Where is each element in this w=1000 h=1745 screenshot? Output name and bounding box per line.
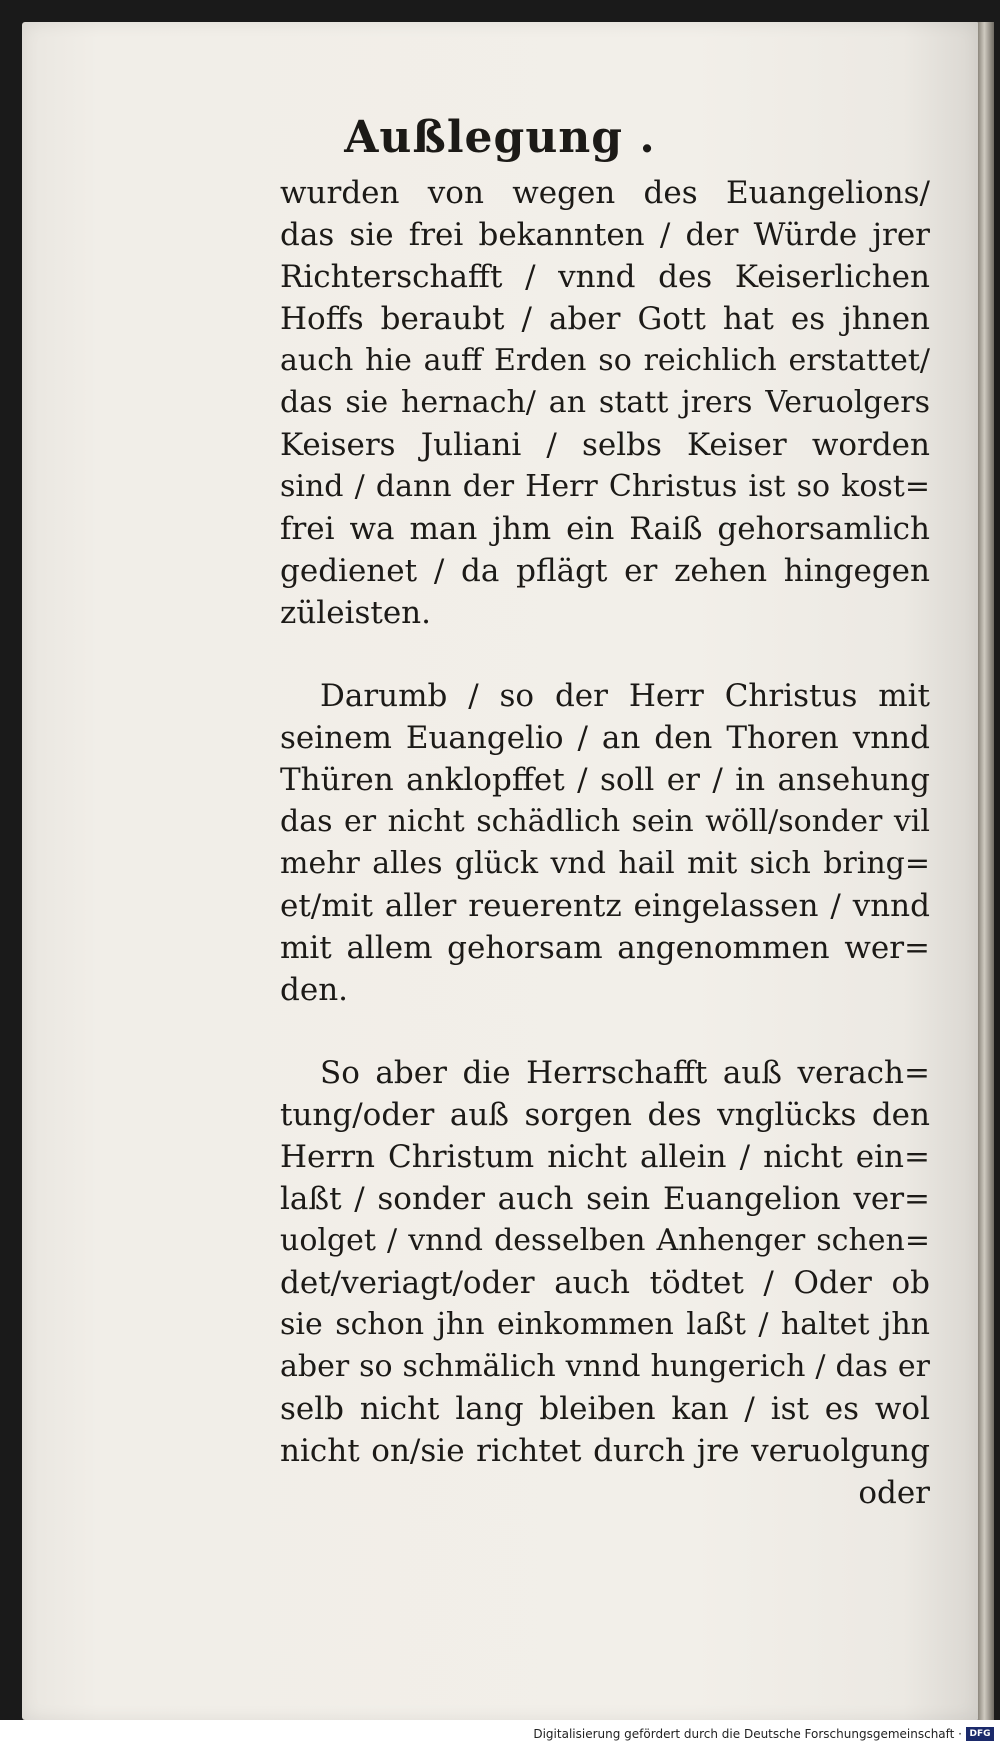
text-line: Keisers Juliani / selbs Keiser worden: [280, 427, 930, 463]
text-line: laßt / sonder auch sein Euangelion ver=: [280, 1181, 930, 1217]
page-header: Außlegung .: [344, 112, 656, 163]
text-line: auch hie auff Erden so reichlich erstattet/: [280, 343, 930, 378]
dfg-logo: DFG: [966, 1727, 994, 1741]
text-line: Darumb / so der Herr Christus mit: [320, 678, 930, 714]
text-line: mehr alles glück vnd hail mit sich bring=: [280, 846, 930, 881]
text-line: sie schon jhn einkommen laßt / haltet jhn: [280, 1307, 930, 1342]
text-line: Herrn Christum nicht allein / nicht ein=: [280, 1139, 930, 1175]
text-line: selb nicht lang bleiben kan / ist es wol: [280, 1391, 930, 1427]
text-line: sind / dann der Herr Christus ist so kost=: [280, 469, 930, 504]
text-line: aber so schmälich vnnd hungerich / das er: [280, 1349, 930, 1384]
body-text: [280, 172, 930, 1514]
text-line: det/veriagt/oder auch tödtet / Oder ob: [280, 1265, 930, 1301]
text-line: Hoffs beraubt / aber Gott hat es jhnen: [280, 301, 930, 337]
text-line: züleisten.: [280, 595, 432, 631]
text-line: uolget / vnnd desselben Anhenger schen=: [280, 1223, 930, 1258]
catchword: oder: [858, 1475, 930, 1511]
text-line: das sie frei bekannten / der Würde jrer: [280, 217, 930, 253]
page-edge: [978, 22, 994, 1720]
text-line: So aber die Herrschafft auß verach=: [320, 1055, 930, 1091]
text-line: den.: [280, 972, 349, 1008]
paragraph-gap: [280, 1011, 930, 1052]
text-line: nicht on/sie richtet durch jre veruolgung: [280, 1433, 930, 1469]
paragraph-2: [280, 675, 930, 1011]
paragraph-3: [280, 1052, 930, 1472]
text-line: das er nicht schädlich sein wöll/sonder vil: [280, 804, 930, 839]
paragraph-gap: [280, 634, 930, 675]
text-line: wurden von wegen des Euangelions/: [280, 175, 930, 211]
text-line: Richterschafft / vnnd des Keiserlichen: [280, 259, 930, 295]
text-line: mit allem gehorsam angenommen wer=: [280, 930, 930, 966]
text-line: tung/oder auß sorgen des vnglücks den: [280, 1097, 930, 1133]
text-line: Thüren anklopffet / soll er / in ansehung: [280, 762, 930, 798]
digitization-footer: [0, 1720, 1000, 1745]
paragraph-1: [280, 172, 930, 634]
text-line: seinem Euangelio / an den Thoren vnnd: [280, 720, 930, 756]
text-line: das sie hernach/ an statt jrers Veruolgers: [280, 385, 930, 420]
text-line: gedienet / da pflägt er zehen hingegen: [280, 553, 930, 589]
text-line: et/mit aller reuerentz eingelassen / vnnd: [280, 888, 930, 924]
text-line: frei wa man jhm ein Raiß gehorsamlich: [280, 511, 930, 547]
footer-credit: Digitalisierung gefördert durch die Deutsche Forschungsgemeinschaft ·: [533, 1727, 962, 1741]
